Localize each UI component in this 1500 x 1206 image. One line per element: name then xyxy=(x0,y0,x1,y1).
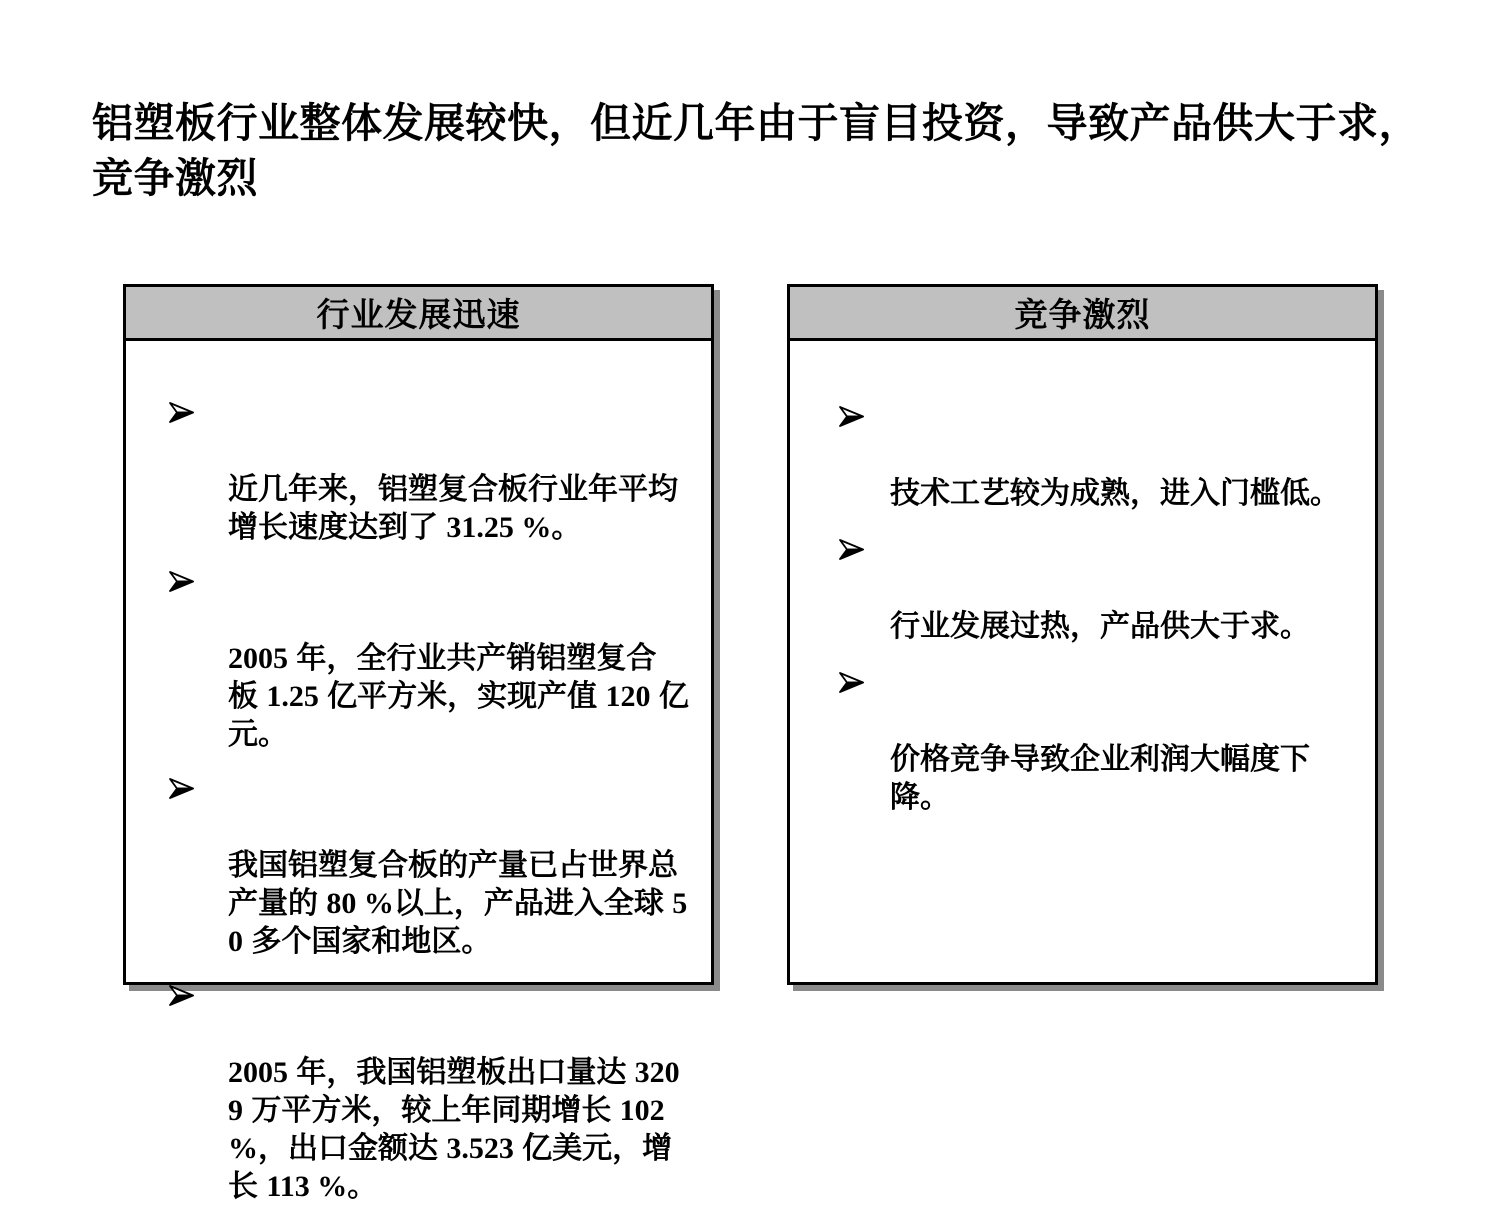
list-item-text: 2005 年，全行业共产销铝塑复合 板 1.25 亿平方米，实现产值 120 亿 元。 xyxy=(228,642,689,751)
list-item xyxy=(228,978,697,1206)
bullet-arrow-icon xyxy=(168,570,195,593)
panel-competition xyxy=(787,284,1378,985)
bullet-arrow-icon xyxy=(168,777,195,800)
list-item xyxy=(228,395,697,547)
list-item-text: 行业发展过热，产品供大于求。 xyxy=(890,610,1310,643)
panel-body-competition xyxy=(790,341,1375,817)
list-item xyxy=(890,399,1361,513)
list-item-text: 近几年来，铝塑复合板行业年平均 增长速度达到了 31.25 %。 xyxy=(228,473,678,544)
list-item xyxy=(890,532,1361,646)
bullet-arrow-icon xyxy=(838,405,865,428)
list-item xyxy=(890,665,1361,817)
panel-header-industry-growth: 行业发展迅速 xyxy=(126,287,711,341)
list-item xyxy=(228,564,697,754)
bullet-arrow-icon xyxy=(168,984,195,1007)
bullet-arrow-icon xyxy=(838,671,865,694)
panel-body-industry-growth xyxy=(126,341,711,1206)
list-item-text: 价格竞争导致企业利润大幅度下降。 xyxy=(890,743,1310,814)
list-item xyxy=(228,771,697,961)
slide-title: 铝塑板行业整体发展较快，但近几年由于盲目投资，导致产品供大于求， 竞争激烈 xyxy=(92,100,1420,201)
list-item-text: 我国铝塑复合板的产量已占世界总 产量的 80 %以上，产品进入全球 5 0 多个国家和地区。 xyxy=(228,849,688,958)
panel-industry-growth xyxy=(123,284,714,1203)
panel-header-competition: 竞争激烈 xyxy=(790,287,1375,341)
bullet-arrow-icon xyxy=(168,401,195,424)
bullet-arrow-icon xyxy=(838,538,865,561)
list-item-text: 2005 年，我国铝塑板出口量达 320 9 万平方米，较上年同期增长 102 %，出口金额达 3.523 亿美元，增 长 113 %。 xyxy=(228,1056,680,1203)
list-item-text: 技术工艺较为成熟，进入门槛低。 xyxy=(890,477,1340,510)
